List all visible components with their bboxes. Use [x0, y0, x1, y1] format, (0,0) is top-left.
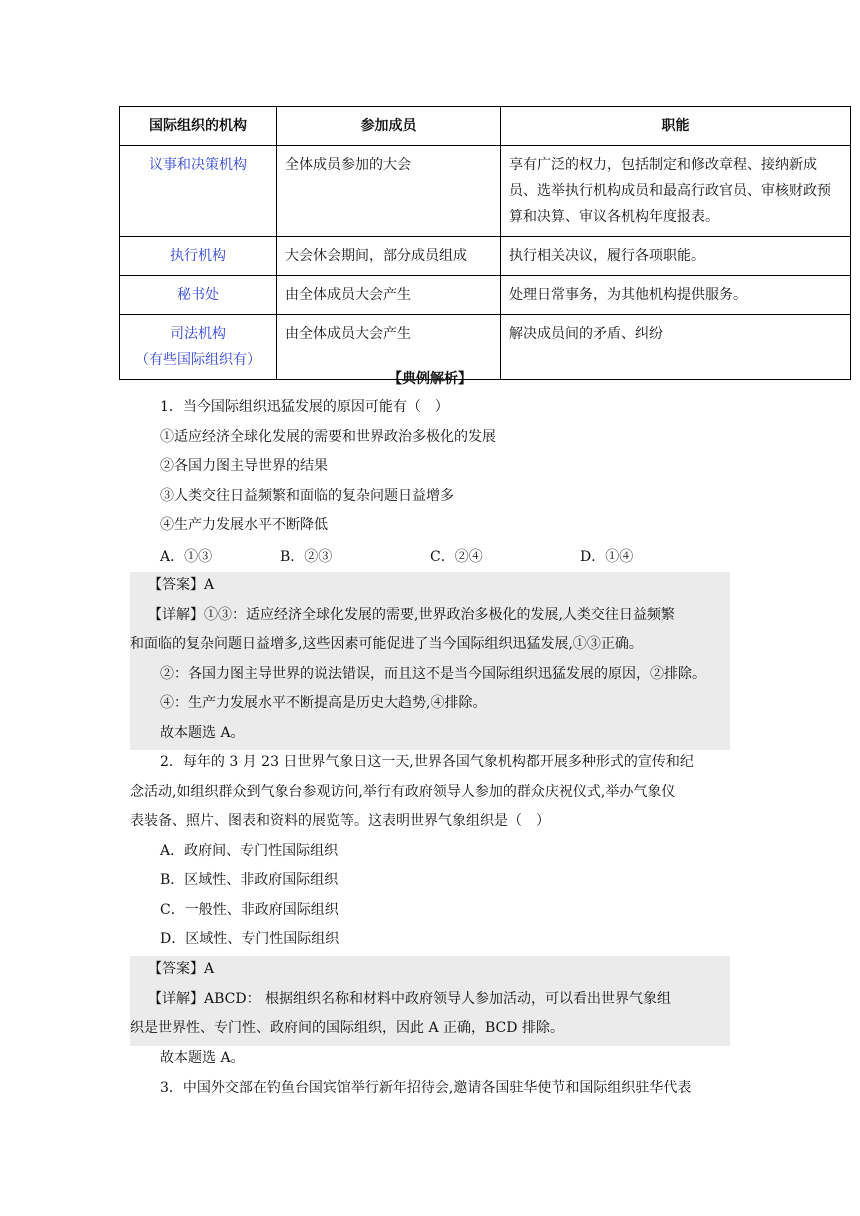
organization-structure-table [119, 106, 851, 380]
section-title: 【典例解析】 [388, 371, 472, 387]
institution-members: 由全体成员大会产生 [277, 315, 501, 380]
q1-option-b: B．②③ [280, 549, 333, 565]
table-row [120, 237, 851, 276]
q1-option-d: D．①④ [580, 549, 634, 565]
q1-option-a: A．①③ [160, 549, 213, 565]
q2-option-c: C．一般性、非政府国际组织 [160, 902, 339, 918]
institution-members: 全体成员参加的大会 [277, 146, 501, 237]
institution-name-main: 司法机构 [170, 326, 226, 342]
header-institution: 国际组织的机构 [120, 107, 277, 146]
q1-detail-line: ④：生产力发展水平不断提高是历史大趋势,④排除。 [160, 695, 487, 711]
table-row [120, 146, 851, 237]
institution-name: 议事和决策机构 [120, 146, 277, 237]
q1-detail-line: 和面临的复杂问题日益增多,这些因素可能促进了当今国际组织迅猛发展,①③正确。 [130, 636, 643, 652]
q1-detail-line: 【详解】①③：适应经济全球化发展的需要,世界政治多极化的发展,人类交往日益频繁 [148, 607, 675, 623]
institution-name: 执行机构 [120, 237, 277, 276]
q1-item: ④生产力发展水平不断降低 [160, 517, 328, 533]
header-members: 参加成员 [277, 107, 501, 146]
institution-function: 执行相关决议，履行各项职能。 [501, 237, 851, 276]
q1-item: ①适应经济全球化发展的需要和世界政治多极化的发展 [160, 429, 496, 445]
q2-option-a: A．政府间、专门性国际组织 [160, 843, 339, 859]
institution-function: 解决成员间的矛盾、纠纷 [501, 315, 851, 380]
q1-item: ②各国力图主导世界的结果 [160, 458, 328, 474]
institution-members: 大会休会期间，部分成员组成 [277, 237, 501, 276]
q1-item: ③人类交往日益频繁和面临的复杂问题日益增多 [160, 488, 454, 504]
q2-option-b: B．区域性、非政府国际组织 [160, 872, 339, 888]
q2-stem-line: 2．每年的 3 月 23 日世界气象日这一天,世界各国气象机构都开展多种形式的宣传和纪 [160, 754, 694, 770]
q2-detail-line: 织是世界性、专门性、政府间的国际组织，因此 A 正确，BCD 排除。 [130, 1020, 564, 1036]
q1-detail-line: ②：各国力图主导世界的说法错误，而且这不是当今国际组织迅猛发展的原因，②排除。 [160, 666, 706, 682]
q2-stem-line: 表装备、照片、图表和资料的展览等。这表明世界气象组织是（ ） [130, 813, 550, 829]
q1-answer: 【答案】A [148, 577, 215, 593]
q2-answer: 【答案】A [148, 961, 215, 977]
q2-option-d: D．区域性、专门性国际组织 [160, 931, 340, 947]
institution-name-note: （有些国际组织有） [135, 352, 261, 368]
institution-members: 由全体成员大会产生 [277, 276, 501, 315]
institution-name: 秘书处 [120, 276, 277, 315]
institution-function: 享有广泛的权力，包括制定和修改章程、接纳新成员、选举执行机构成员和最高行政官员、审核财政预算和决算、审议各机构年度报表。 [501, 146, 851, 237]
q1-stem: 1．当今国际组织迅猛发展的原因可能有（ ） [160, 399, 449, 415]
header-function: 职能 [501, 107, 851, 146]
q1-option-c: C．②④ [430, 549, 483, 565]
q2-conclusion: 故本题选 A。 [160, 1050, 245, 1066]
q3-stem-line: 3．中国外交部在钓鱼台国宾馆举行新年招待会,邀请各国驻华使节和国际组织驻华代表 [160, 1080, 692, 1096]
q1-conclusion: 故本题选 A。 [160, 725, 245, 741]
q2-detail-line: 【详解】ABCD： 根据组织名称和材料中政府领导人参加活动，可以看出世界气象组 [148, 991, 672, 1007]
table-row [120, 276, 851, 315]
q2-stem-line: 念活动,如组织群众到气象台参观访问,举行有政府领导人参加的群众庆祝仪式,举办气象仪 [130, 784, 676, 800]
table-header-row [120, 107, 851, 146]
institution-function: 处理日常事务，为其他机构提供服务。 [501, 276, 851, 315]
